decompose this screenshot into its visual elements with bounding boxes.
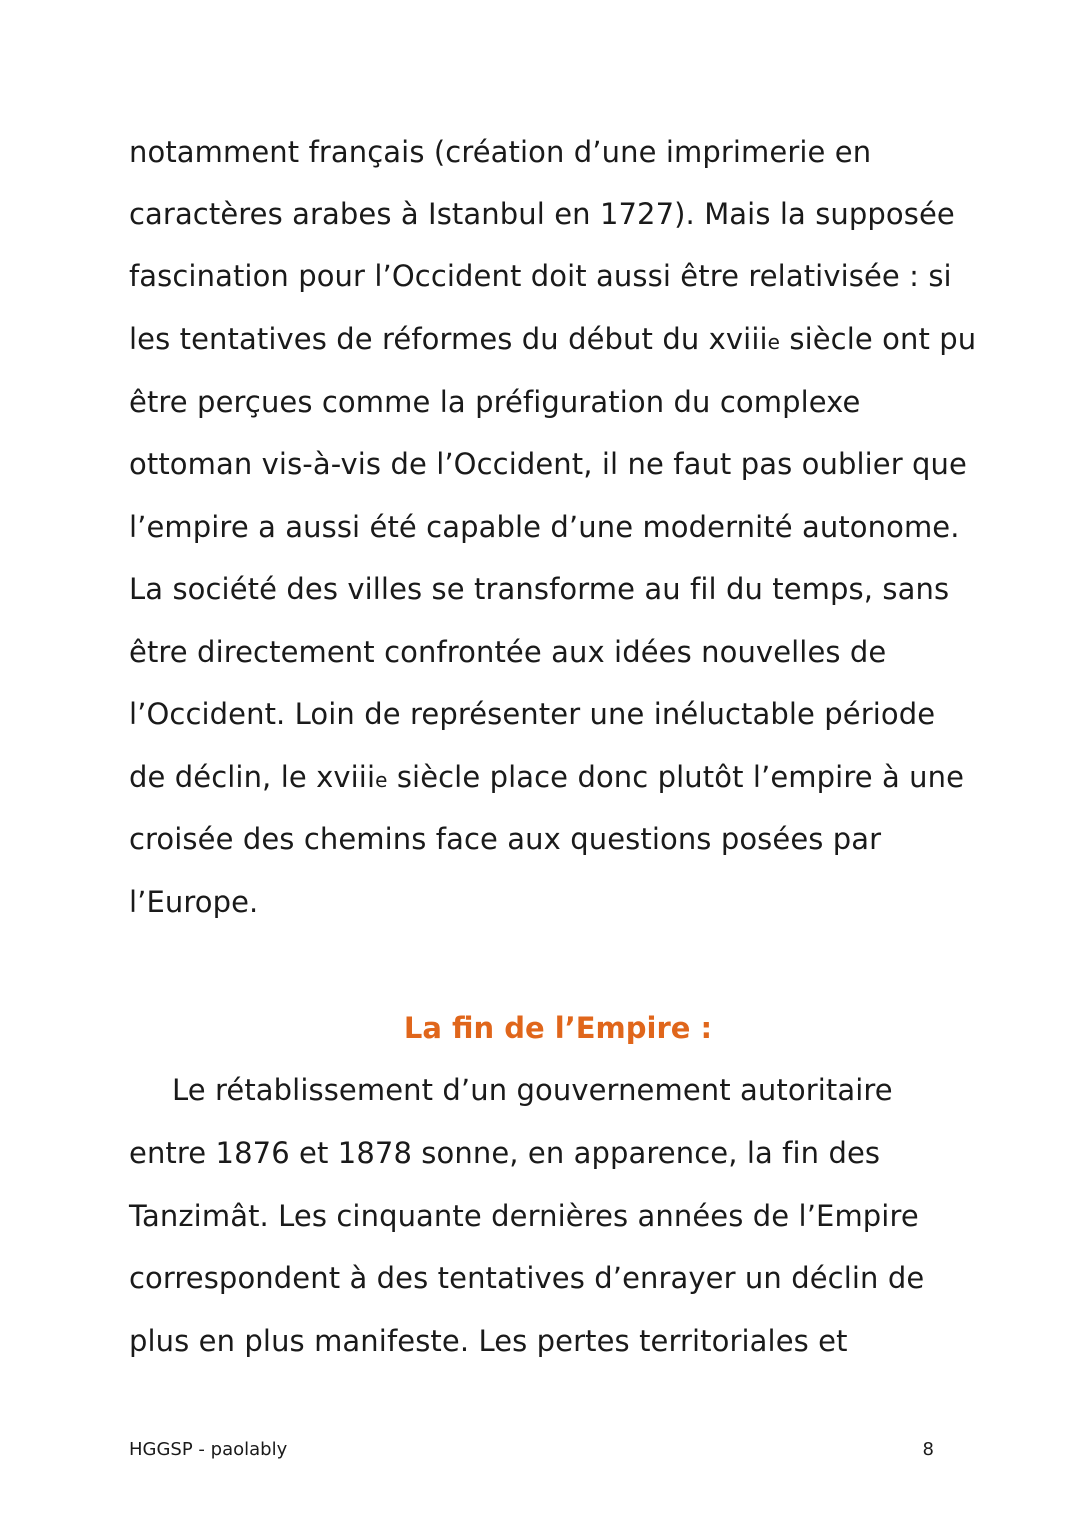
body-line-9: être directement confrontée aux idées nouvelles de — [129, 635, 887, 669]
body-line-2: caractères arabes à Istanbul en 1727). Mais la supposée — [129, 197, 955, 231]
section-line-1: Le rétablissement d’un gouvernement autoritaire — [172, 1073, 893, 1107]
page-number: 8 — [922, 1439, 934, 1460]
body-line-6: ottoman vis-à-vis de l’Occident, il ne faut pas oublier que — [129, 447, 967, 481]
body-line-1: notamment français (création d’une imprimerie en — [129, 135, 872, 169]
body-line-4-part-a: les tentatives de réformes du début du xviii — [129, 322, 768, 356]
body-line-7: l’empire a aussi été capable d’une modernité autonome. — [129, 510, 960, 544]
century-suffix: e — [767, 330, 781, 354]
body-line-4-part-b: siècle ont pu — [780, 322, 977, 356]
century-suffix: e — [375, 768, 388, 792]
body-line-11-part-b: siècle place donc plutôt l’empire à une — [387, 760, 965, 794]
section-line-5: plus en plus manifeste. Les pertes territoriales et — [129, 1324, 848, 1358]
body-line-4 — [129, 319, 976, 362]
body-line-10: l’Occident. Loin de représenter une inéluctable période — [129, 697, 936, 731]
section-line-4: correspondent à des tentatives d’enrayer un déclin de — [129, 1261, 925, 1295]
section-line-2: entre 1876 et 1878 sonne, en apparence, la fin des — [129, 1136, 881, 1170]
footer-label: HGGSP - paolably — [129, 1439, 288, 1460]
body-line-11-part-a: de déclin, le xviii — [129, 760, 376, 794]
section-line-3: Tanzimât. Les cinquante dernières années de l’Empire — [129, 1199, 919, 1233]
body-line-8: La société des villes se transforme au fil du temps, sans — [129, 572, 950, 606]
section-heading: La fin de l’Empire : — [403, 1011, 713, 1045]
body-line-5: être perçues comme la préfiguration du complexe — [129, 385, 861, 419]
body-line-12: croisée des chemins face aux questions posées par — [129, 822, 882, 856]
body-line-11 — [129, 757, 964, 800]
body-line-3: fascination pour l’Occident doit aussi être relativisée : si — [129, 259, 952, 293]
body-line-13: l’Europe. — [129, 885, 259, 919]
